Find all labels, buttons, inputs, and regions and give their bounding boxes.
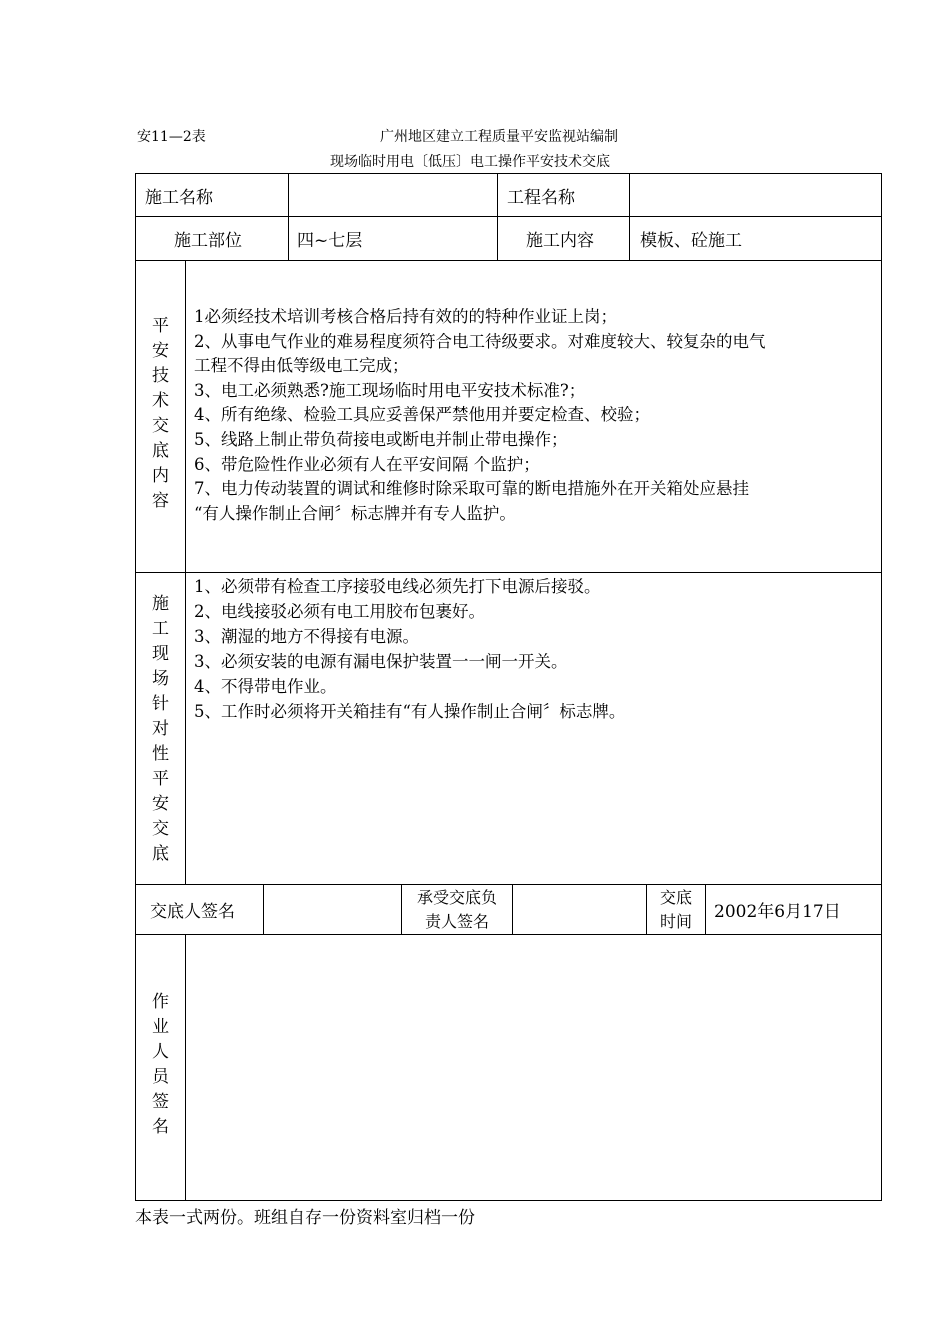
site-line: 4、不得带电作业。 [194,677,337,696]
site-line: 1、必须带有检查工序接驳电线必须先打下电源后接驳。 [194,577,601,596]
site-briefing-label: 施 工 现 场 针 对 性 平 安 交 底 [152,593,169,864]
construction-name-label: 施工名称 [145,187,213,208]
location-label: 施工部位 [174,231,242,251]
briefing-time-label: 交底 时间 [659,888,692,931]
safety-line: 3、电工必须熟悉?施工现场临时用电平安技术标准?； [194,380,586,400]
briefing-date: 2002年6月17日 [714,902,841,922]
safety-line: 4、所有绝缘、检验工具应妥善保严禁他用并要定检查、校验； [194,405,650,425]
form-code: 安11—2表 [137,129,206,145]
footer-note: 本表一式两份。班组自存一份资料室归档一份 [135,1208,475,1228]
safety-line: 6、带危险性作业必须有人在平安间隔 个监护； [194,454,540,474]
document-title: 现场临时用电〔低压〕电工操作平安技术交底 [330,154,610,170]
publisher-line: 广州地区建立工程质量平安监视站编制 [380,129,618,145]
safety-line: 1必须经技术培训考核合格后持有效的的特种作业证上岗； [194,307,617,326]
receiver-signature-label: 承受交底负 责人签名 [416,888,497,931]
safety-briefing-content [194,305,766,526]
site-line: 3、潮湿的地方不得接有电源。 [194,627,419,646]
site-line: 5、工作时必须将开关箱挂有“有人操作制止合闸〞标志牌。 [194,702,626,721]
project-name-label: 工程名称 [507,187,575,208]
site-line: 3、必须安装的电源有漏电保护装置一一闸一开关。 [194,652,568,671]
safety-briefing-label: 平 安 技 术 交 底 内 容 [152,316,169,511]
workers-signature-label: 作 业 人 员 签 名 [152,992,169,1137]
content-label: 施工内容 [526,231,594,251]
location-value: 四~七层 [297,231,363,251]
workers-signature-area[interactable] [186,935,881,1200]
site-line: 2、电线接驳必须有电工用胶布包裹好。 [194,602,485,621]
safety-line: 5、线路上制止带负荷接电或断电并制止带电操作； [194,429,568,449]
briefer-signature-label: 交底人签名 [150,902,235,922]
content-value: 模板、砼施工 [640,231,742,251]
safety-line: 7、电力传动装置的调试和维修时除采取可靠的断电措施外在开关箱处应悬挂 [194,479,749,499]
safety-line: 2、从事电气作业的难易程度须符合电工待级要求。对难度较大、较复杂的电气 [194,331,766,351]
site-briefing-content [194,574,625,724]
safety-line: 工程不得由低等级电工完成； [194,356,409,376]
safety-line: “有人操作制止合闸〞标志牌并有专人监护。 [194,503,516,523]
